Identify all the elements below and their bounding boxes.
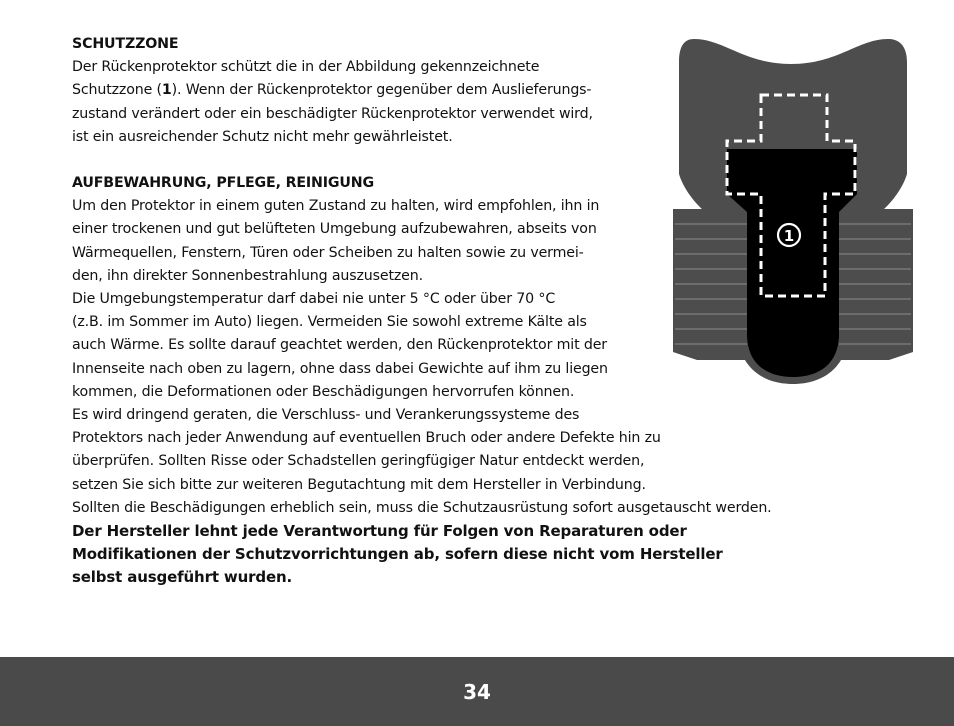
text-line: Innenseite nach oben zu lagern, ohne dass dabei Gewichte auf ihm zu liegen xyxy=(72,360,608,377)
text-line: Wärmequellen, Fenstern, Türen oder Scheiben zu halten sowie zu vermei- xyxy=(72,244,584,261)
text-line: den, ihn direkter Sonnenbestrahlung auszusetzen. xyxy=(72,267,423,284)
callout-ref: 1 xyxy=(161,82,172,99)
text-line: Schutzzone (1). Wenn der Rückenprotektor gegenüber dem Auslieferungs- xyxy=(72,82,592,99)
disclaimer-line: selbst ausgeführt wurden. xyxy=(72,568,293,587)
text-line: Die Umgebungstemperatur darf dabei nie unter 5 °C oder über 70 °C xyxy=(72,291,556,308)
heading-aufbewahrung: AUFBEWAHRUNG, PFLEGE, REINIGUNG xyxy=(72,175,374,192)
text-line: zustand verändert oder ein beschädigter Rückenprotektor verwendet wird, xyxy=(72,105,593,122)
text-line: Um den Protektor in einem guten Zustand zu halten, wird empfohlen, ihn in xyxy=(72,198,600,215)
text-line: (z.B. im Sommer im Auto) liegen. Vermeiden Sie sowohl extreme Kälte als xyxy=(72,314,587,331)
back-protector-illustration xyxy=(669,34,917,384)
text-line: überprüfen. Sollten Risse oder Schadstellen geringfügiger Natur entdeckt werden, xyxy=(72,453,645,470)
text-line: ist ein ausreichender Schutz nicht mehr gewährleistet. xyxy=(72,128,453,145)
page-footer xyxy=(0,657,954,726)
callout-label: 1 xyxy=(783,227,795,245)
text-line: kommen, die Deformationen oder Beschädigungen hervorrufen können. xyxy=(72,383,575,400)
disclaimer-line: Der Hersteller lehnt jede Verantwortung für Folgen von Reparaturen oder xyxy=(72,522,687,541)
page-number: 34 xyxy=(463,679,491,704)
text-line: Protektors nach jeder Anwendung auf eventuellen Bruch oder andere Defekte hin zu xyxy=(72,430,661,447)
disclaimer-line: Modifikationen der Schutzvorrichtungen ab, sofern diese nicht vom Hersteller xyxy=(72,545,723,564)
heading-schutzzone: SCHUTZZONE xyxy=(72,36,179,52)
text-line: setzen Sie sich bitte zur weiteren Begutachtung mit dem Hersteller in Verbindung. xyxy=(72,476,646,493)
text-line: einer trockenen und gut belüfteten Umgebung aufzubewahren, abseits von xyxy=(72,221,597,238)
text-line: Es wird dringend geraten, die Verschluss- und Verankerungssysteme des xyxy=(72,407,580,424)
text-line: Der Rückenprotektor schützt die in der Abbildung gekennzeichnete xyxy=(72,59,540,76)
text-line: auch Wärme. Es sollte darauf geachtet werden, den Rückenprotektor mit der xyxy=(72,337,607,354)
text-line: Sollten die Beschädigungen erheblich sein, muss die Schutzausrüstung sofort ausgetauscht werden. xyxy=(72,499,772,516)
